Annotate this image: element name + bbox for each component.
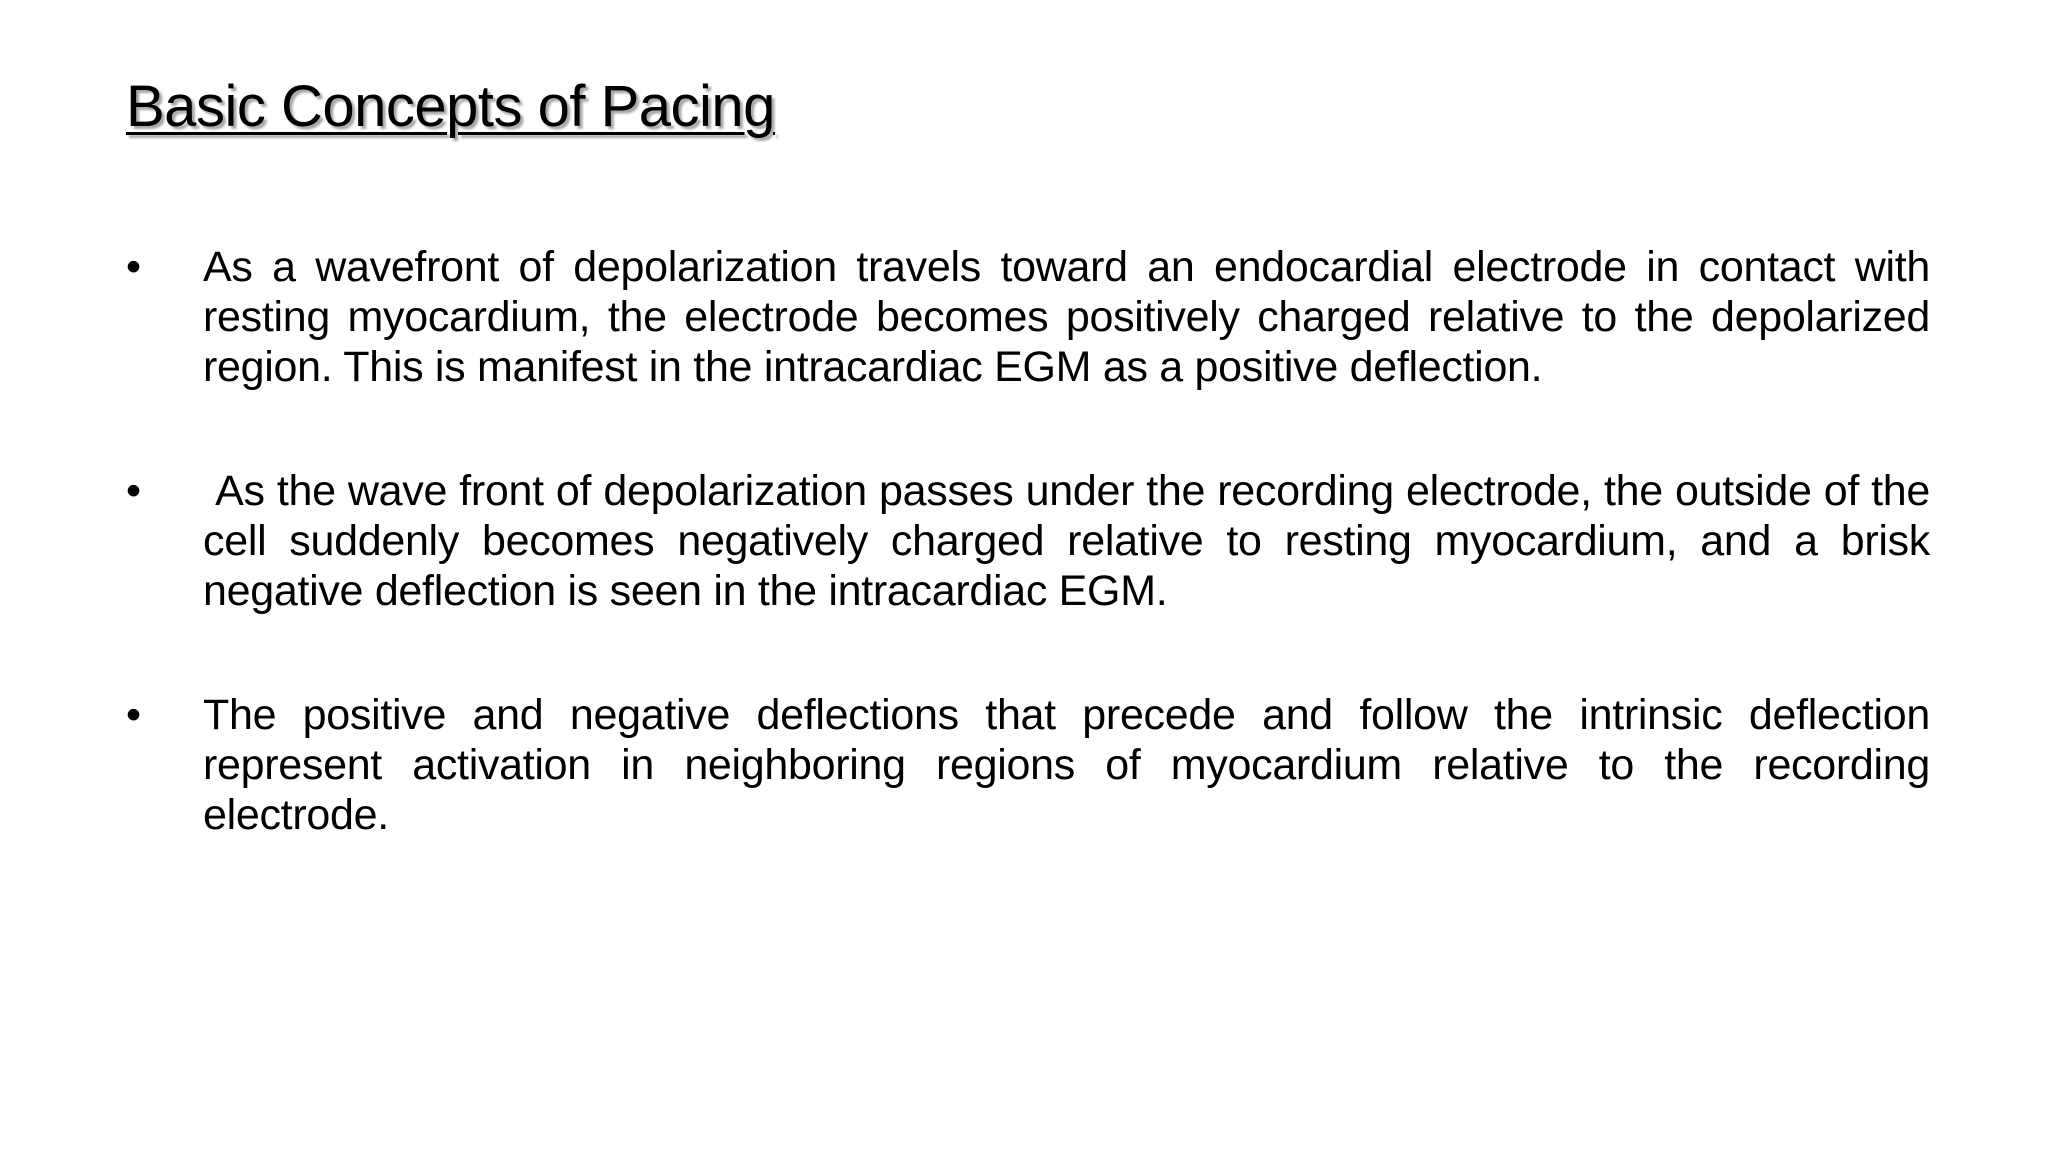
bullet-icon: • xyxy=(126,467,141,515)
bullet-list xyxy=(126,242,1930,840)
bullet-text: The positive and negative deflections that precede and follow the intrinsic deflection represent activation in neighboring regions of myocardium relative to the recording electrode. xyxy=(203,691,1930,839)
bullet-text: As a wavefront of depolarization travels toward an endocardial electrode in contact with resting myocardium, the electrode becomes positively charged relative to the depolarized region. This is manifest in the intracardiac EGM as a positive deflection. xyxy=(203,243,1930,391)
bullet-item xyxy=(126,466,1930,616)
bullet-icon: • xyxy=(126,243,141,291)
bullet-item xyxy=(126,242,1930,392)
bullet-icon: • xyxy=(126,691,141,739)
slide-title: Basic Concepts of Pacing xyxy=(126,74,775,139)
bullet-text: As the wave front of depolarization passes under the recording electrode, the outside of the cell suddenly becomes negatively charged relative to resting myocardium, and a brisk negative deflection is seen in the intracardiac EGM. xyxy=(203,467,1930,615)
bullet-item xyxy=(126,690,1930,840)
